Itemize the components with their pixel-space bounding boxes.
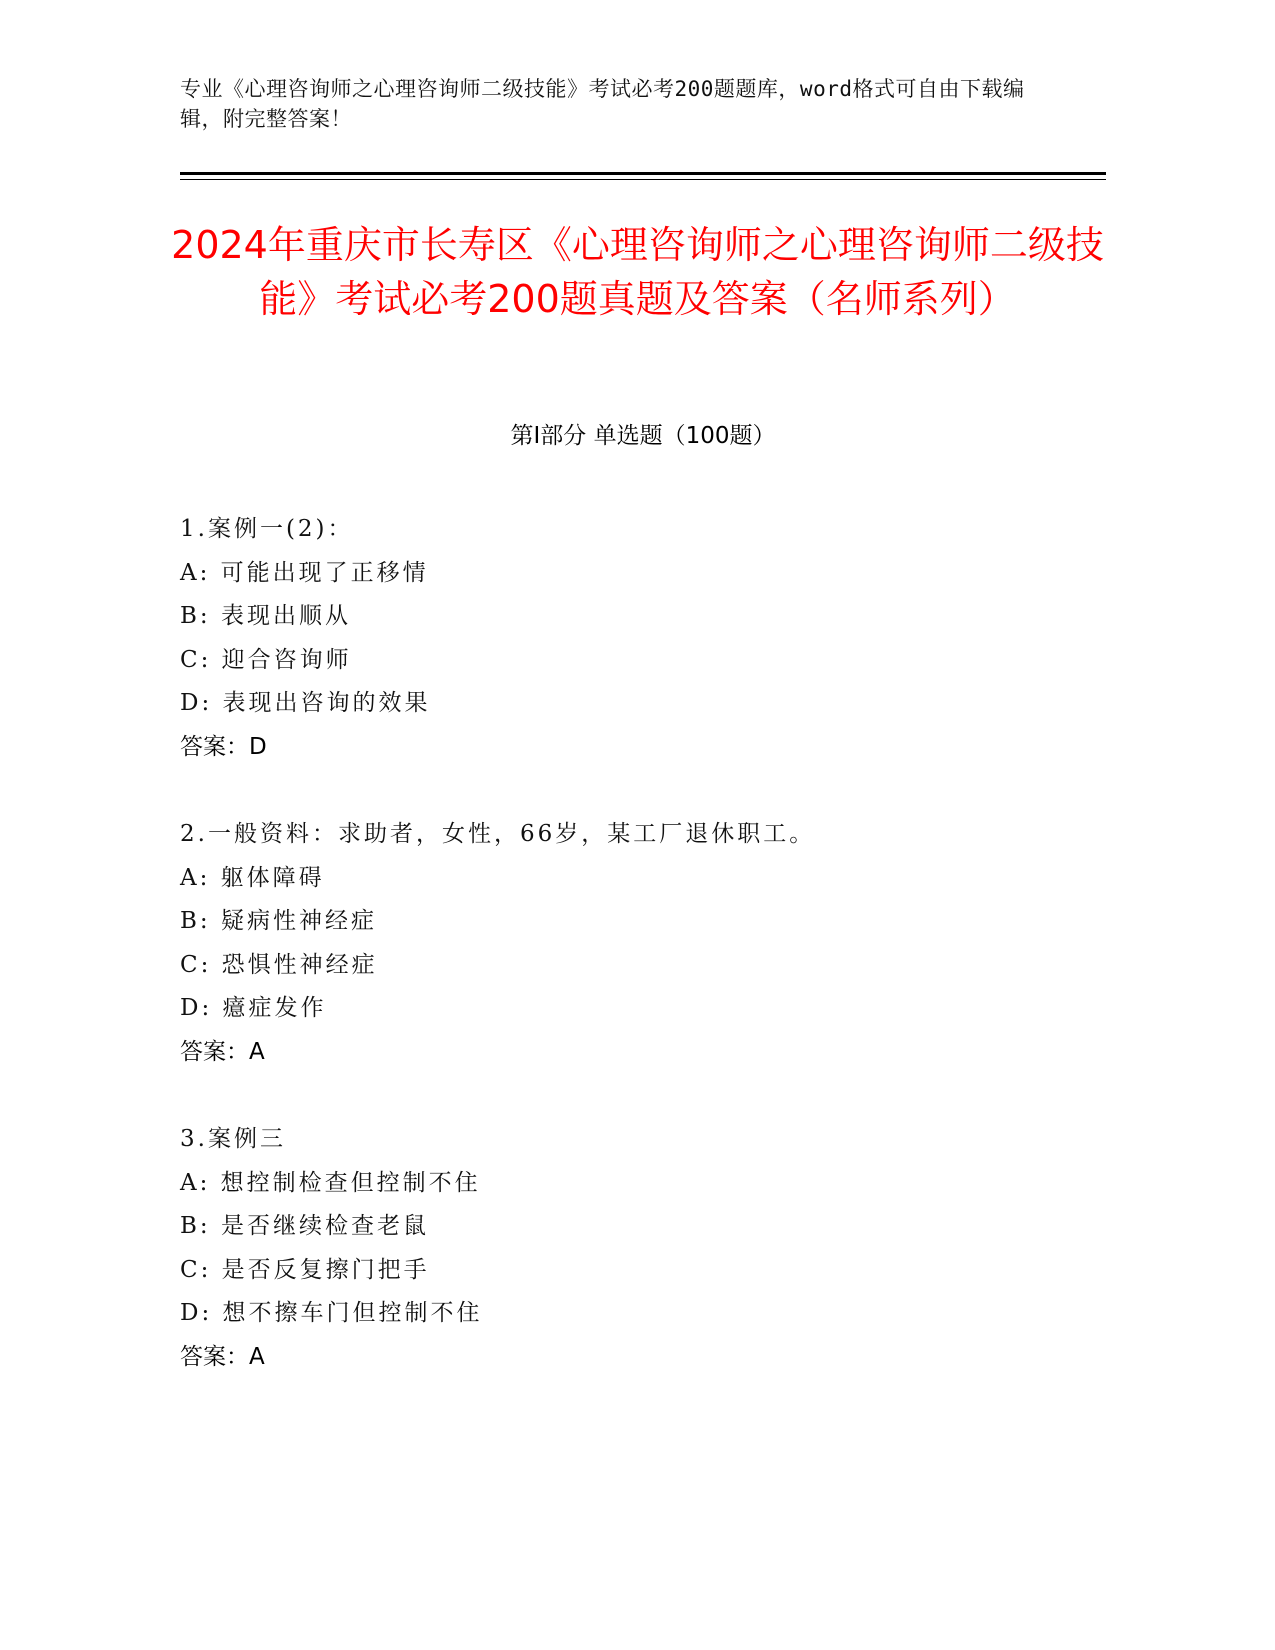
document-title: 2024年重庆市长寿区《心理咨询师之心理咨询师二级技能》考试必考200题真题及答案（名师系列） (171, 223, 1104, 321)
question-3 (180, 1118, 1080, 1379)
question-stem: 2.一般资料：求助者，女性，66岁，某工厂退休职工。 (180, 821, 816, 847)
question-2 (180, 813, 1080, 1074)
question-stem: 3.案例三 (180, 1126, 286, 1152)
option-d: D: 癔症发作 (180, 995, 327, 1021)
option-b: B: 疑病性神经症 (180, 908, 377, 934)
option-c: C: 是否反复擦门把手 (180, 1256, 430, 1283)
header-divider-thick (180, 172, 1106, 175)
question-1 (180, 508, 1080, 769)
question-stem: 1.案例一(2)： (180, 516, 354, 542)
option-a: A: 躯体障碍 (180, 864, 325, 891)
header-note: 专业《心理咨询师之心理咨询师二级技能》考试必考200题题库，word格式可自由下载编辑，附完整答案！ (180, 77, 1025, 131)
option-d: D: 想不擦车门但控制不住 (180, 1300, 483, 1326)
option-c: C: 恐惧性神经症 (180, 951, 378, 978)
option-a: A: 可能出现了正移情 (180, 559, 429, 586)
section-title: 第Ⅰ部分 单选题（100题） (510, 423, 776, 449)
header-divider-thin (180, 179, 1106, 180)
option-b: B: 是否继续检查老鼠 (180, 1213, 429, 1239)
answer: 答案：D (180, 733, 267, 760)
option-c: C: 迎合咨询师 (180, 646, 352, 673)
option-d: D: 表现出咨询的效果 (180, 690, 431, 716)
answer: 答案：A (180, 1343, 265, 1370)
answer: 答案：A (180, 1038, 265, 1065)
option-b: B: 表现出顺从 (180, 603, 351, 629)
option-a: A: 想控制检查但控制不住 (180, 1169, 481, 1196)
